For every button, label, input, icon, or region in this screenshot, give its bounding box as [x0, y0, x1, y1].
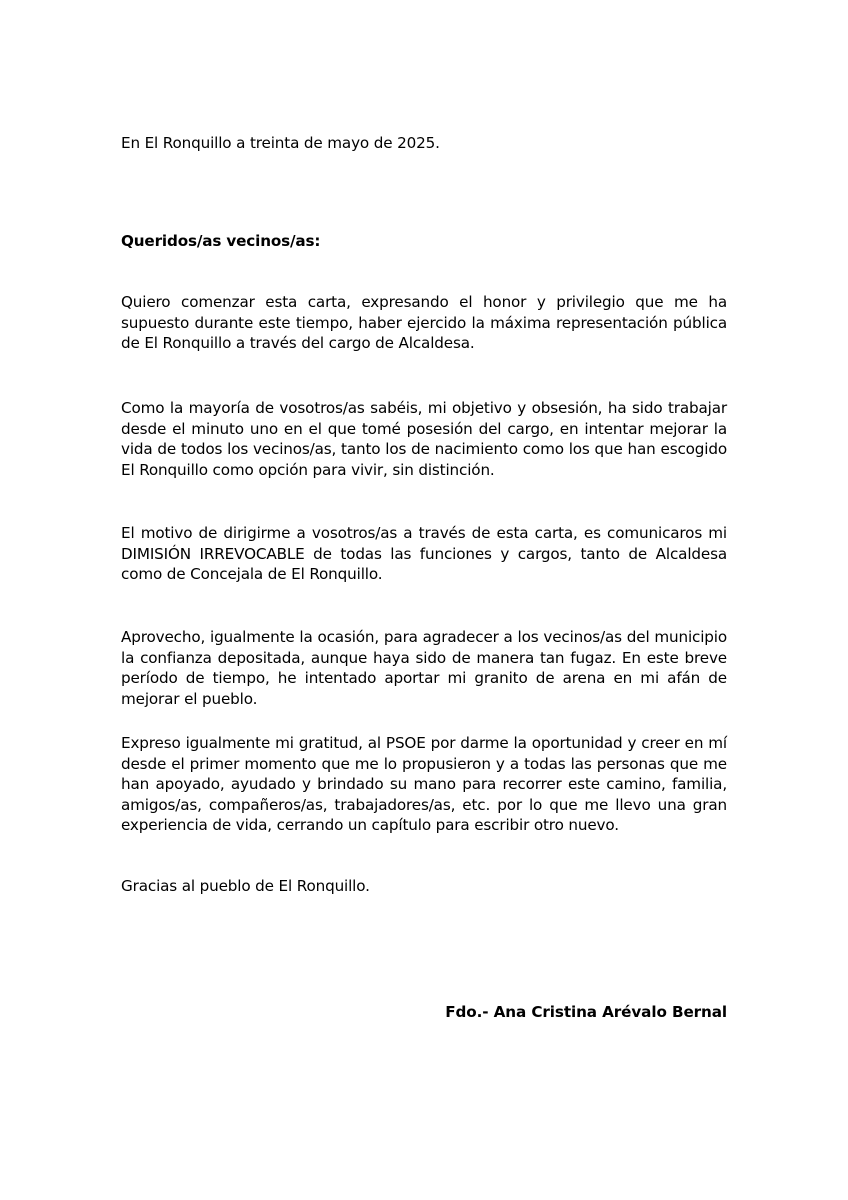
paragraph-resignation: El motivo de dirigirme a vosotros/as a través de esta carta, es comunicaros mi DIMISIÓN IRREVOCABLE de todas las funciones y cargos, tanto de Alcaldesa como de Concejala de El Ronquillo.: [121, 524, 727, 583]
paragraph-thanks-residents: Aprovecho, igualmente la ocasión, para agradecer a los vecinos/as del municipio la confianza depositada, aunque haya sido de manera tan fugaz. En este breve período de tiempo, he intentado aportar mi granito de arena en mi afán de mejorar el pueblo.: [121, 628, 727, 708]
paragraph-gratitude-psoe: Expreso igualmente mi gratitud, al PSOE por darme la oportunidad y creer en mí desde el primer momento que me lo propusieron y a todas las personas que me han apoyado, ayudado y brindado su mano para recorrer este camino, familia, amigos/as, compañeros/as, trabajadores/as, etc. por lo que me llevo una gran experiencia de vida, cerrando un capítulo para escribir otro nuevo.: [121, 734, 727, 834]
paragraph-honor: Quiero comenzar esta carta, expresando el honor y privilegio que me ha supuesto durante este tiempo, haber ejercido la máxima representación pública de El Ronquillo a través del cargo de Alcaldesa.: [121, 293, 727, 352]
date-line: En El Ronquillo a treinta de mayo de 2025.: [121, 134, 440, 152]
signature-line: Fdo.- Ana Cristina Arévalo Bernal: [445, 1003, 727, 1021]
greeting: Queridos/as vecinos/as:: [121, 232, 321, 250]
paragraph-objective: Como la mayoría de vosotros/as sabéis, mi objetivo y obsesión, ha sido trabajar desde el minuto uno en el que tomé posesión del cargo, en intentar mejorar la vida de todos los vecinos/as, tanto los de nacimiento como los que han escogido El Ronquillo como opción para vivir, sin distinción.: [121, 399, 727, 479]
closing-line: Gracias al pueblo de El Ronquillo.: [121, 877, 370, 895]
